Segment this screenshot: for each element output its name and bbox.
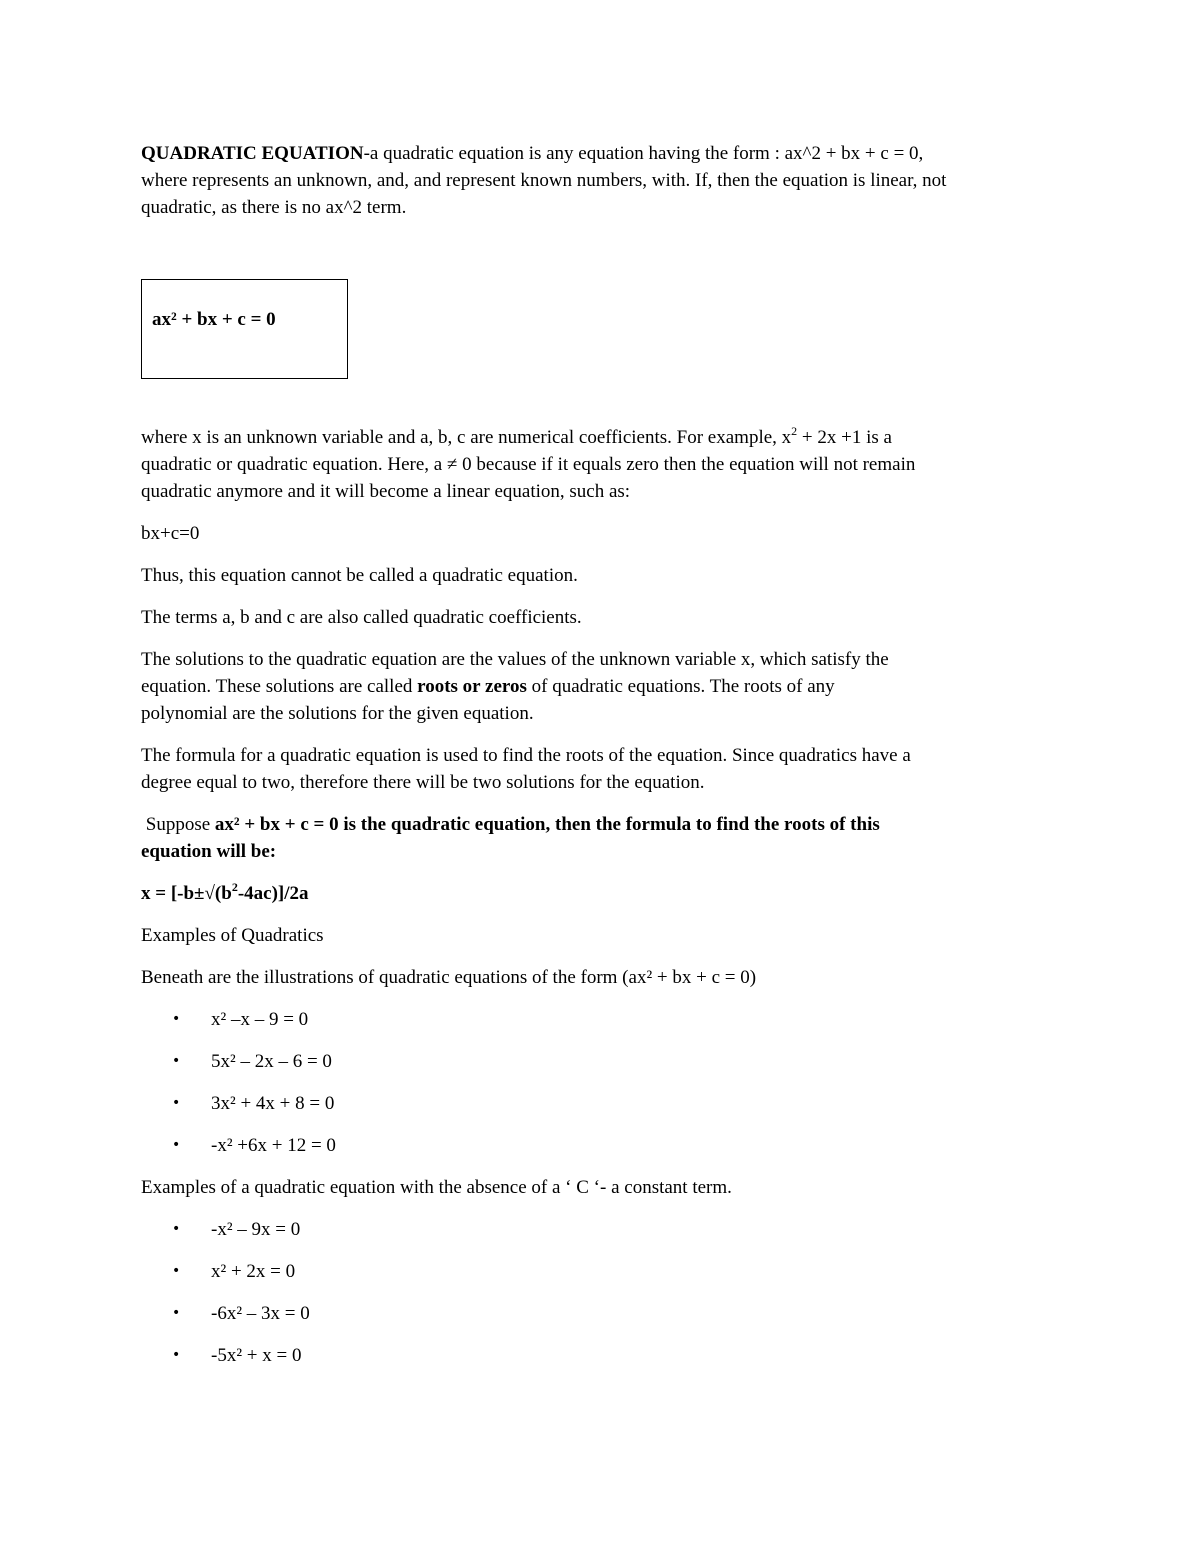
definition-paragraph [141, 424, 1071, 505]
example-equation: -6x² – 3x = 0 [211, 1303, 310, 1324]
formula-paragraph [141, 742, 1071, 796]
list-item [141, 1258, 1071, 1285]
document-body [141, 424, 1071, 1369]
suppose-paragraph [141, 811, 1071, 865]
definition-line-2: quadratic or quadratic equation. Here, a ≠ 0 because if it equals zero then the equation will not remain [141, 454, 916, 475]
solutions-line-1: The solutions to the quadratic equation are the values of the unknown variable x, which satisfy the [141, 649, 889, 670]
linear-equation: bx+c=0 [141, 523, 200, 544]
definition-sup: 2 [791, 423, 798, 438]
examples-intro: Beneath are the illustrations of quadratic equations of the form (ax² + bx + c = 0) [141, 967, 757, 988]
bullet-icon: • [172, 1305, 181, 1321]
solutions-line-2b: of quadratic equations. The roots of any [526, 676, 835, 697]
definition-line-1b: + 2x +1 is a [797, 427, 892, 448]
definition-line-1a: where x is an unknown variable and a, b, c are numerical coefficients. For example, x [141, 427, 792, 448]
boxed-equation: ax² + bx + c = 0 [152, 309, 276, 330]
heading: QUADRATIC EQUATION [141, 143, 364, 164]
bullet-icon: • [172, 1053, 181, 1069]
solutions-line-2a: equation. These solutions are called [141, 676, 418, 697]
example-equation: -5x² + x = 0 [211, 1345, 302, 1366]
bullet-icon: • [172, 1347, 181, 1363]
formula-part-1: x = [-b±√(b [141, 883, 232, 904]
formula-line-1: The formula for a quadratic equation is used to find the roots of the equation. Since quadratics have a [141, 745, 911, 766]
list-item [141, 1048, 1071, 1075]
examples-list [141, 1006, 1071, 1159]
solutions-paragraph [141, 646, 1071, 727]
example-equation: 5x² – 2x – 6 = 0 [211, 1051, 332, 1072]
thus-paragraph: Thus, this equation cannot be called a quadratic equation. [141, 565, 578, 586]
example-equation: x² –x – 9 = 0 [211, 1009, 309, 1030]
list-item [141, 1300, 1071, 1327]
bullet-icon: • [172, 1137, 181, 1153]
bullet-icon: • [172, 1011, 181, 1027]
intro-text-3: quadratic, as there is no ax^2 term. [141, 197, 407, 218]
formula-part-2: -4ac)]/2a [237, 883, 309, 904]
intro-text-2: where represents an unknown, and, and represent known numbers, with. If, then the equation is linear, not [141, 170, 947, 191]
examples-heading: Examples of Quadratics [141, 925, 324, 946]
formula-sup: 2 [231, 879, 238, 894]
intro-paragraph [141, 140, 1071, 221]
list-item [141, 1216, 1071, 1243]
list-item [141, 1006, 1071, 1033]
suppose-bold-2: equation will be: [141, 841, 277, 862]
bullet-icon: • [172, 1095, 181, 1111]
intro-text-1: -a quadratic equation is any equation having the form : ax^2 + bx + c = 0, [363, 143, 924, 164]
example-equation: 3x² + 4x + 8 = 0 [211, 1093, 335, 1114]
examples-no-c-list [141, 1216, 1071, 1369]
solutions-line-3: polynomial are the solutions for the given equation. [141, 703, 534, 724]
terms-paragraph: The terms a, b and c are also called quadratic coefficients. [141, 607, 582, 628]
example-equation: x² + 2x = 0 [211, 1261, 296, 1282]
suppose-text: Suppose [141, 814, 215, 835]
formula-line-2: degree equal to two, therefore there will be two solutions for the equation. [141, 772, 705, 793]
suppose-bold-1: ax² + bx + c = 0 is the quadratic equation, then the formula to find the roots of this [214, 814, 880, 835]
examples-no-c-intro: Examples of a quadratic equation with the absence of a ‘ C ‘- a constant term. [141, 1177, 732, 1198]
quadratic-formula [141, 880, 1071, 907]
equation-box [141, 279, 348, 379]
list-item [141, 1132, 1071, 1159]
list-item [141, 1342, 1071, 1369]
bullet-icon: • [172, 1221, 181, 1237]
roots-or-zeros: roots or zeros [417, 676, 527, 697]
example-equation: -x² +6x + 12 = 0 [211, 1135, 336, 1156]
example-equation: -x² – 9x = 0 [211, 1219, 301, 1240]
list-item [141, 1090, 1071, 1117]
definition-line-3: quadratic anymore and it will become a linear equation, such as: [141, 481, 631, 502]
bullet-icon: • [172, 1263, 181, 1279]
